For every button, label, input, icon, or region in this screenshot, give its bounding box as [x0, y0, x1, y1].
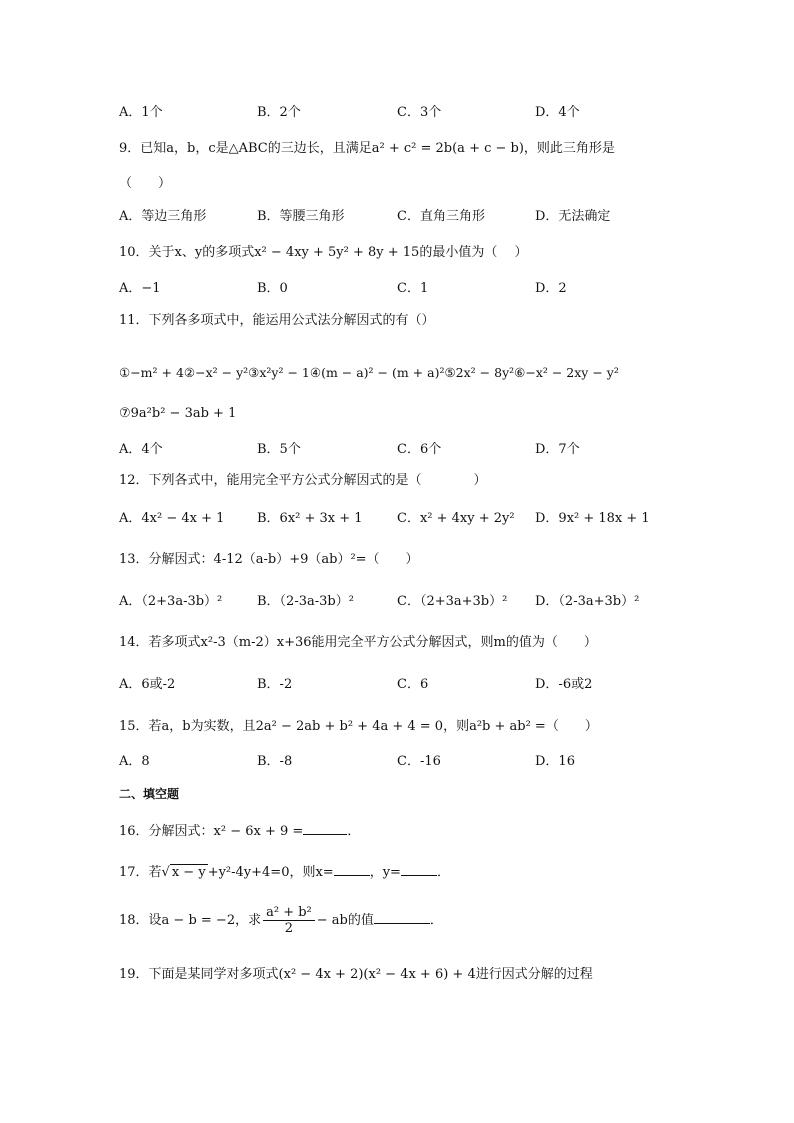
q16-stem: 16．分解因式：x² − 6x + 9 = [119, 824, 304, 839]
q17-rest: +y²-4y+4=0，则x= [207, 865, 334, 880]
q8-option-c: C．3个 [397, 105, 442, 120]
q12-option-a: A．4x² − 4x + 1 [119, 511, 225, 526]
q18-numerator: a² + b² [263, 905, 315, 921]
q11-option-c: C．6个 [397, 442, 442, 457]
q9-answer-paren: （ ） [119, 176, 172, 191]
q16-end: ． [347, 824, 361, 839]
q10-option-a: A．−1 [119, 281, 161, 296]
q17-radicand: x − y [171, 865, 206, 880]
q11-option-a: A．4个 [119, 442, 163, 457]
q12-option-c: C．x² + 4xy + 2y² [397, 511, 515, 526]
q12-stem: 12．下列各式中，能用完全平方公式分解因式的是（ ） [119, 473, 487, 488]
q15-option-d: D．16 [535, 754, 575, 769]
q14-option-a: A．6或-2 [119, 677, 176, 692]
q18-pre: 18．设a − b = −2，求 [119, 913, 262, 928]
q13-option-d: D．（2-3a+3b）² [535, 594, 640, 609]
q13-option-b: B．（2-3a-3b）² [257, 594, 354, 609]
q16 [119, 822, 360, 841]
q9-option-c: C．直角三角形 [397, 209, 485, 224]
q17-end: ． [436, 865, 450, 880]
q10-stem: 10．关于x、y的多项式x² − 4xy + 5y² + 8y + 15的最小值为（ ） [119, 245, 528, 260]
q11-option-b: B．5个 [257, 442, 301, 457]
q13-stem: 13．分解因式：4-12（a-b）+9（ab）²=（ ） [119, 552, 419, 567]
q18-fraction [263, 905, 315, 936]
q14-option-b: B．-2 [257, 677, 293, 692]
q12-option-d: D．9x² + 18x + 1 [535, 511, 650, 526]
q17: 17．若√ x − y +y²-4y+4=0，则x= ，y= ． [119, 865, 450, 880]
q15-option-a: A．8 [119, 754, 150, 769]
q8-option-b: B．2个 [257, 105, 301, 120]
q18 [119, 902, 443, 940]
q18-denominator: 2 [284, 921, 294, 936]
q9-stem: 9．已知a，b，c是△ABC的三边长，且满足a² + c² = 2b(a + c − b)，则此三角形是 [119, 141, 615, 156]
q9-option-a: A．等边三角形 [119, 209, 207, 224]
q18-post: − ab的值 [316, 913, 374, 928]
q8-option-d: D．4个 [535, 105, 580, 120]
q17-blank-x [334, 863, 370, 876]
q11-stem: 11．下列各多项式中，能运用公式法分解因式的有（） [119, 313, 435, 328]
q8-option-a: A．1个 [119, 105, 163, 120]
q11-items-row1: ①−m² + 4②−x² − y²③x²y² − 1④(m − a)² − (m + a)²⑤2x² − 8y²⑥−x² − 2xy − y² [119, 365, 619, 380]
q18-blank [374, 911, 430, 924]
q9-option-b: B．等腰三角形 [257, 209, 345, 224]
q9-option-d: D．无法确定 [535, 209, 611, 224]
q14-option-d: D．-6或2 [535, 677, 593, 692]
q12-option-b: B．6x² + 3x + 1 [257, 511, 363, 526]
q17-label: 17．若 [119, 865, 162, 880]
q14-option-c: C．6 [397, 677, 429, 692]
q13-option-a: A．（2+3a-3b）² [119, 594, 223, 609]
q10-option-b: B．0 [257, 281, 288, 296]
q15-stem: 15．若a，b为实数，且2a² − 2ab + b² + 4a + 4 = 0，则a²b + ab² =（ ） [119, 719, 598, 734]
q13-option-c: C．（2+3a+3b）² [397, 594, 508, 609]
q16-blank [303, 822, 347, 835]
q15-option-c: C．-16 [397, 754, 441, 769]
q11-items-row2: ⑦9a²b² − 3ab + 1 [119, 406, 237, 421]
section-heading-fill-in: 二、填空题 [119, 787, 180, 801]
q17-mid: ，y= [369, 865, 401, 880]
q15-option-b: B．-8 [257, 754, 293, 769]
q19-stem: 19．下面是某同学对多项式(x² − 4x + 2)(x² − 4x + 6) + 4进行因式分解的过程 [119, 967, 593, 982]
q14-stem: 14．若多项式x²-3（m-2）x+36能用完全平方公式分解因式，则m的值为（ ） [119, 635, 597, 650]
q17-blank-y [401, 863, 437, 876]
q11-option-d: D．7个 [535, 442, 580, 457]
q10-option-d: D．2 [535, 281, 567, 296]
q18-end: ． [429, 913, 443, 928]
q10-option-c: C．1 [397, 281, 429, 296]
